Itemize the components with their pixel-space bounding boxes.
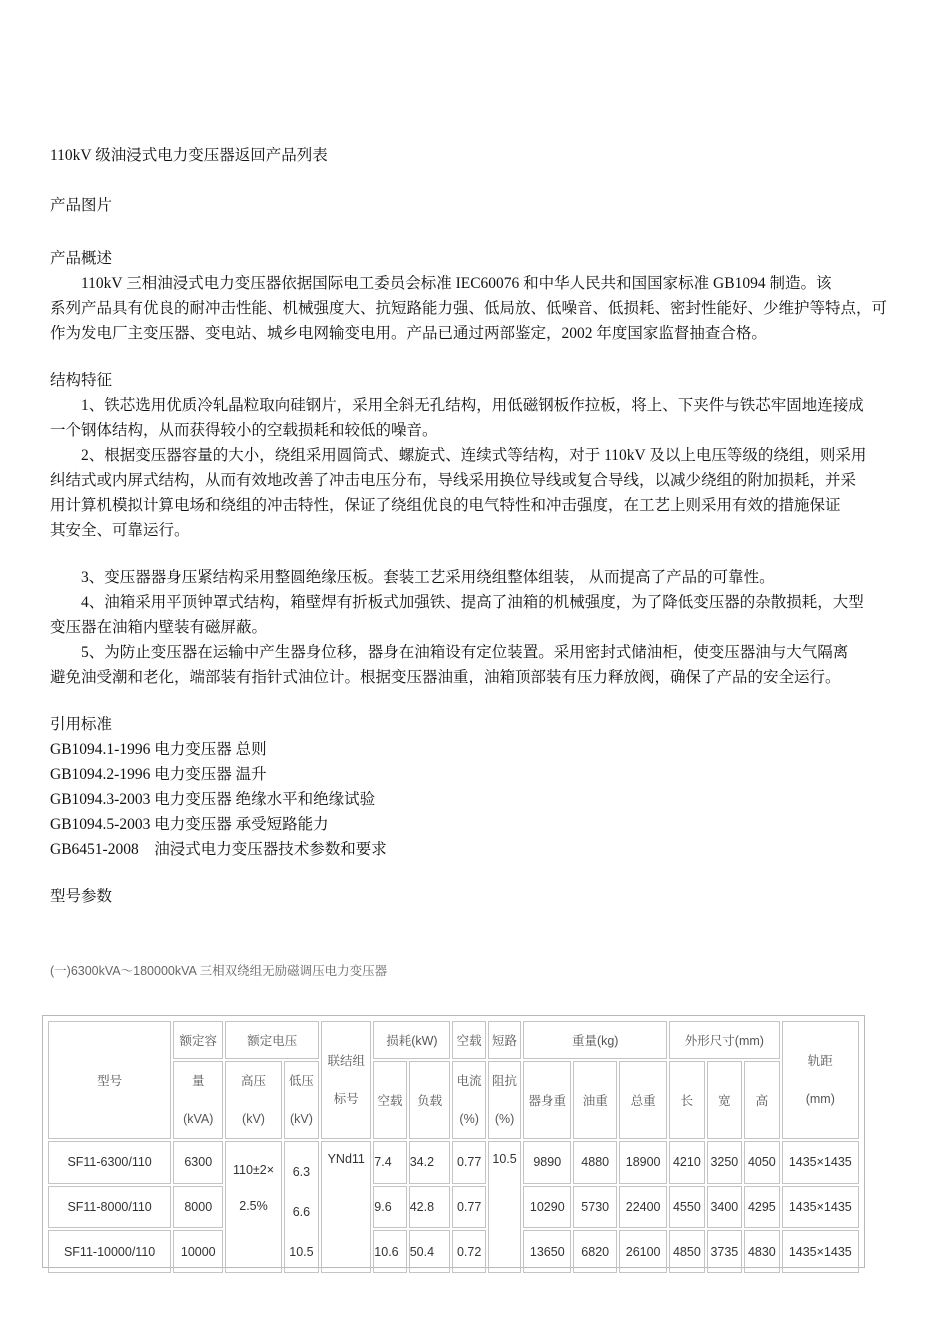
cell-model: SF11-6300/110 xyxy=(48,1141,171,1184)
cell-body-weight: 10290 xyxy=(523,1186,571,1229)
model-heading: 型号参数 xyxy=(50,888,113,905)
header-hv: 高压 (kV) xyxy=(225,1061,281,1139)
header-oil-weight: 油重 xyxy=(573,1061,617,1139)
cell-body-weight: 13650 xyxy=(523,1230,571,1273)
header-load-loss: 负载 xyxy=(409,1061,451,1139)
cell-body-weight: 9890 xyxy=(523,1141,571,1184)
cell-oil-weight: 4880 xyxy=(573,1141,617,1184)
header-connection: 联结组 标号 xyxy=(321,1021,371,1139)
header-noload-current: 空载 xyxy=(452,1021,485,1059)
header-rated-voltage: 额定电压 xyxy=(225,1021,319,1059)
header-lv: 低压 (kV) xyxy=(284,1061,320,1139)
cell-length: 4550 xyxy=(669,1186,704,1229)
cell-width: 3400 xyxy=(707,1186,742,1229)
header-impedance: 短路 xyxy=(488,1021,521,1059)
cell-capacity: 6300 xyxy=(173,1141,223,1184)
table-row xyxy=(48,1186,859,1229)
cell-length: 4850 xyxy=(669,1230,704,1273)
picture-heading: 产品图片 xyxy=(50,197,113,214)
cell-noload-loss: 10.6 xyxy=(373,1230,406,1273)
cell-current: 0.72 xyxy=(452,1230,485,1273)
header-capacity-unit: 量 (kVA) xyxy=(173,1061,223,1139)
cell-total-weight: 18900 xyxy=(619,1141,667,1184)
overview-line-2: 系列产品具有优良的耐冲击性能、机械强度大、抗短路能力强、低局放、低噪音、低损耗、密封性能好、少维护等特点，可 xyxy=(50,300,888,317)
header-gauge: 轨距 (mm) xyxy=(782,1021,859,1139)
structure-line-1: 1、铁芯选用优质冷轧晶粒取向硅钢片，采用全斜无孔结构，用低磁钢板作拉板，将上、下夹件与铁芯牢固地连接成 xyxy=(81,397,864,414)
cell-current: 0.77 xyxy=(452,1186,485,1229)
header-capacity: 额定容 xyxy=(173,1021,223,1059)
overview-line-3: 作为发电厂主变压器、变电站、城乡电网输变电用。产品已通过两部鉴定，2002 年度国家监督抽查合格。 xyxy=(50,325,767,342)
header-width: 宽 xyxy=(707,1061,742,1139)
standard-item: GB1094.1-1996 电力变压器 总则 xyxy=(50,741,267,758)
cell-capacity: 8000 xyxy=(173,1186,223,1229)
header-noload-loss: 空载 xyxy=(373,1061,406,1139)
header-model: 型号 xyxy=(48,1021,171,1139)
structure-line-7: 3、变压器器身压紧结构采用整圆绝缘压板。套装工艺采用绕组整体组装， 从而提高了产品的可靠性。 xyxy=(81,569,775,586)
cell-height: 4295 xyxy=(744,1186,779,1229)
cell-model: SF11-10000/110 xyxy=(48,1230,171,1273)
structure-line-3: 2、根据变压器容量的大小，绕组采用圆筒式、螺旋式、连续式等结构，对于 110kV 及以上电压等级的绕组，则采用 xyxy=(81,447,867,464)
cell-current: 0.77 xyxy=(452,1141,485,1184)
header-impedance-unit: 阻抗 (%) xyxy=(488,1061,521,1139)
cell-length: 4210 xyxy=(669,1141,704,1184)
cell-noload-loss: 9.6 xyxy=(373,1186,406,1229)
table-row xyxy=(48,1141,859,1184)
standard-item: GB1094.5-2003 电力变压器 承受短路能力 xyxy=(50,816,329,833)
cell-connection-merged: YNd11 xyxy=(321,1141,371,1273)
structure-line-11: 避免油受潮和老化，端部装有指针式油位计。根据变压器油重，油箱顶部装有压力释放阀，确保了产品的安全运行。 xyxy=(50,669,841,686)
standards-heading: 引用标准 xyxy=(50,716,113,733)
table-caption: (一)6300kVA～180000kVA 三相双绕组无励磁调压电力变压器 xyxy=(50,964,388,978)
cell-model: SF11-8000/110 xyxy=(48,1186,171,1229)
header-current-unit: 电流 (%) xyxy=(452,1061,485,1139)
header-total-weight: 总重 xyxy=(619,1061,667,1139)
cell-load-loss: 34.2 xyxy=(409,1141,451,1184)
cell-height: 4830 xyxy=(744,1230,779,1273)
cell-height: 4050 xyxy=(744,1141,779,1184)
header-loss: 损耗(kW) xyxy=(373,1021,450,1059)
spec-table xyxy=(46,1019,861,1275)
cell-impedance-merged: 10.5 xyxy=(488,1141,521,1273)
header-weight: 重量(kg) xyxy=(523,1021,667,1059)
document-title: 110kV 级油浸式电力变压器返回产品列表 xyxy=(50,147,328,164)
content-block xyxy=(50,193,902,909)
spec-table-frame xyxy=(42,1015,865,1268)
cell-oil-weight: 6820 xyxy=(573,1230,617,1273)
structure-line-10: 5、为防止变压器在运输中产生器身位移，器身在油箱设有定位装置。采用密封式储油柜，使变压器油与大气隔离 xyxy=(81,644,849,661)
cell-load-loss: 42.8 xyxy=(409,1186,451,1229)
cell-total-weight: 26100 xyxy=(619,1230,667,1273)
cell-load-loss: 50.4 xyxy=(409,1230,451,1273)
structure-line-6: 其安全、可靠运行。 xyxy=(50,522,190,539)
standard-item: GB6451-2008 油浸式电力变压器技术参数和要求 xyxy=(50,841,387,858)
cell-gauge: 1435×1435 xyxy=(782,1230,859,1273)
cell-hv-merged: 110±2× 2.5% xyxy=(225,1141,281,1273)
header-body-weight: 器身重 xyxy=(523,1061,571,1139)
standard-item: GB1094.3-2003 电力变压器 绝缘水平和绝缘试验 xyxy=(50,791,376,808)
structure-line-4: 纠结式或内屏式结构，从而有效地改善了冲击电压分布，导线采用换位导线或复合导线，以减少绕组的附加损耗，并采 xyxy=(50,472,857,489)
cell-lv-merged: 6.3 6.6 10.5 xyxy=(284,1141,320,1273)
cell-capacity: 10000 xyxy=(173,1230,223,1273)
cell-gauge: 1435×1435 xyxy=(782,1141,859,1184)
cell-gauge: 1435×1435 xyxy=(782,1186,859,1229)
structure-line-2: 一个钢体结构，从而获得较小的空载损耗和较低的噪音。 xyxy=(50,422,438,439)
cell-oil-weight: 5730 xyxy=(573,1186,617,1229)
header-height: 高 xyxy=(744,1061,779,1139)
cell-width: 3735 xyxy=(707,1230,742,1273)
overview-heading: 产品概述 xyxy=(50,250,113,267)
cell-noload-loss: 7.4 xyxy=(373,1141,406,1184)
structure-line-5: 用计算机模拟计算电场和绕组的冲击特性，保证了绕组优良的电气特性和冲击强度，在工艺上则采用有效的措施保证 xyxy=(50,497,841,514)
overview-line-1: 110kV 三相油浸式电力变压器依据国际电工委员会标准 IEC60076 和中华人民共和国国家标准 GB1094 制造。该 xyxy=(81,275,832,292)
standard-item: GB1094.2-1996 电力变压器 温升 xyxy=(50,766,267,783)
cell-total-weight: 22400 xyxy=(619,1186,667,1229)
header-dimensions: 外形尺寸(mm) xyxy=(669,1021,779,1059)
structure-line-8: 4、油箱采用平顶钟罩式结构，箱壁焊有折板式加强铁、提高了油箱的机械强度，为了降低变压器的杂散损耗，大型 xyxy=(81,594,864,611)
header-length: 长 xyxy=(669,1061,704,1139)
table-row xyxy=(48,1230,859,1273)
structure-line-9: 变压器在油箱内壁装有磁屏蔽。 xyxy=(50,619,268,636)
structure-heading: 结构特征 xyxy=(50,372,113,389)
cell-width: 3250 xyxy=(707,1141,742,1184)
